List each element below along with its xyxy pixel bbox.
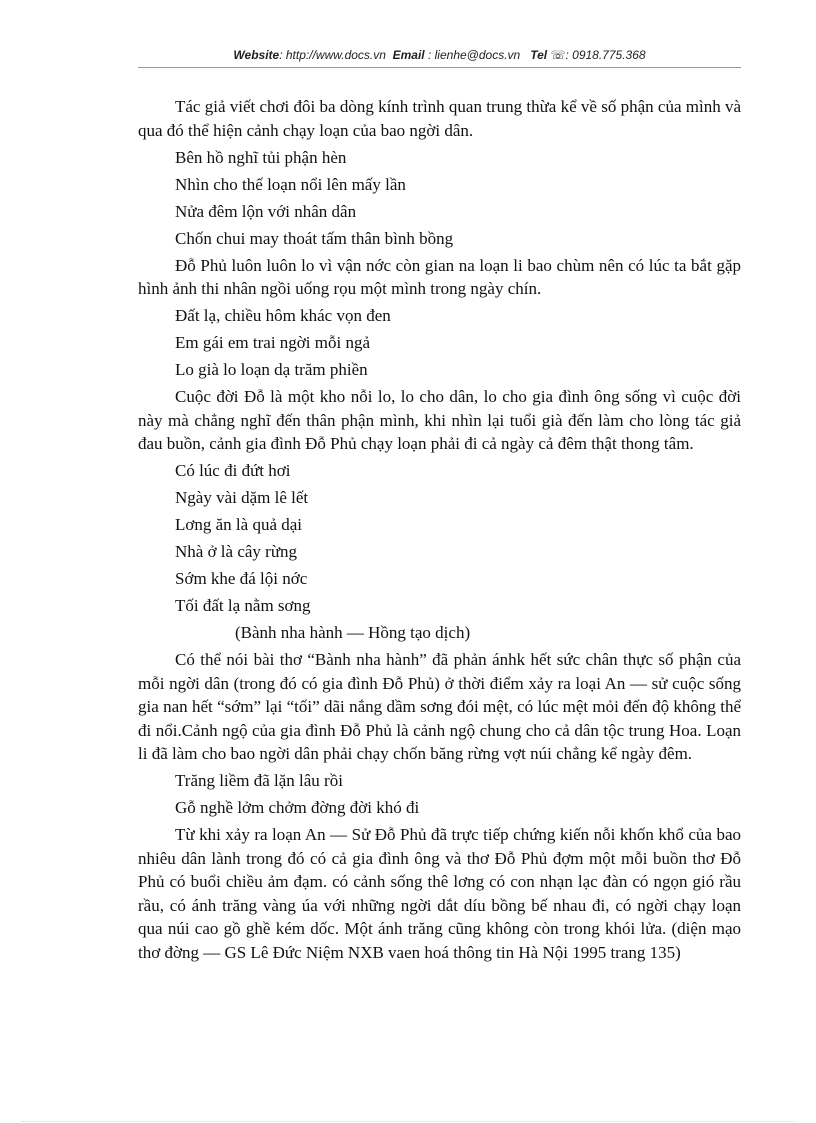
paragraph-2: Đỗ Phủ luôn luôn lo vì vận nớc còn gian na loạn li bao chùm nên có lúc ta bắt gặp hình ảnh thi nhân ngồi uống rọu một mình trong ngày chín.: [138, 255, 741, 298]
verse-line: Nửa đêm lộn với nhân dân: [175, 201, 357, 221]
website-label: Website: [233, 48, 280, 62]
telephone-icon: ☏: [550, 48, 566, 62]
paragraph-3: Cuộc đời Đỗ là một kho nỗi lo, lo cho dân, lo cho gia đình ông sống vì cuộc đời này mà chẳng nghĩ đến thân phận mình, khi nhìn lại tuổi già đến làm cho lòng tác giả đau buồn, cảnh gia đình Đỗ Phủ chạy loạn phải đi cả ngày cả đêm thật thong tâm.: [138, 387, 741, 453]
verse-line: Gỗ nghề lởm chởm đờng đời khó đi: [175, 798, 420, 817]
verse-line: Sớm khe đá lội nớc: [175, 569, 308, 588]
page-header: [138, 48, 741, 68]
email-value: : lienhe@docs.vn: [427, 48, 521, 62]
verse-line: Trăng liềm đã lặn lâu rồi: [175, 771, 343, 790]
email-label: Email: [392, 48, 425, 62]
tel-value: : 0918.775.368: [565, 48, 646, 62]
paragraph-1: Tác giả viết chơi đôi ba dòng kính trình quan trung thừa kể về số phận của mình và qua đó thể hiện cảnh chạy loạn của bao ngời dân.: [138, 97, 741, 140]
header-rule: [138, 67, 741, 68]
verse-line: Nhà ở là cây rừng: [175, 542, 298, 561]
tel-label: Tel: [530, 48, 548, 62]
verse-line: Em gái em trai ngời mỗi ngả: [175, 333, 371, 352]
verse-line: Ngày vài dặm lê lết: [175, 488, 309, 507]
paragraph-4: Có thể nói bài thơ “Bành nha hành” đã phản ánhk hết sức chân thực số phận của mỗi ngời dân (trong đó có gia đình Đỗ Phủ) ở thời điểm xảy ra loại An — sử cuộc sống gia nan hết “sớm” lại “tối” dãi nắng dầm sơng đói mệt, có lúc mệt mỏi đến độ không thể đi nổi.Cảnh ngộ của gia đình Đỗ Phủ là cảnh ngộ chung cho cả dân tộc trung Hoa. Loạn li đã làm cho bao ngời dân phải chạy chốn băng rừng vợt núi chẳng kể ngày đêm.: [138, 650, 741, 763]
footer-rule: [22, 1121, 794, 1122]
website-value: : http://www.docs.vn: [279, 48, 386, 62]
verse-line: Bên hồ nghĩ tủi phận hèn: [175, 147, 347, 167]
paragraph-5: Từ khi xảy ra loạn An — Sử Đỗ Phủ đã trực tiếp chứng kiến nỗi khốn khổ của bao nhiêu dân lành trong đó có cả gia đình ông và thơ Đỗ Phủ đợm một mỗi buồn thơ Đỗ Phủ có buổi chiều ảm đạm. có cảnh sống thê lơng có con nhạn lạc đàn có ngọn gió rầu rầu, có ánh trăng vàng úa với những ngời dắt díu bồng bế nhau đi, có ngời chạy loạn qua núi cao gồ ghề kém dốc. Một ánh trăng cũng không còn trong khói lửa. (diện mạo thơ đờng — GS Lê Đức Niệm NXB vaen hoá thông tin Hà Nội 1995 trang 135): [138, 825, 741, 962]
verse-line: Chốn chui may thoát tấm thân bình bồng: [175, 228, 454, 248]
citation: (Bành nha hành — Hồng tạo dịch): [235, 623, 471, 642]
document-body: [138, 95, 741, 968]
verse-line: Tối đất lạ nằm sơng: [175, 596, 311, 615]
verse-line: Có lúc đi đứt hơi: [175, 461, 291, 480]
verse-line: Lơng ăn là quả dại: [175, 515, 303, 534]
verse-line: Đất lạ, chiều hôm khác vọn đen: [175, 306, 391, 325]
verse-line: Nhìn cho thế loạn nổi lên mấy lần: [175, 174, 406, 194]
verse-line: Lo già lo loạn dạ trăm phiền: [175, 360, 368, 379]
